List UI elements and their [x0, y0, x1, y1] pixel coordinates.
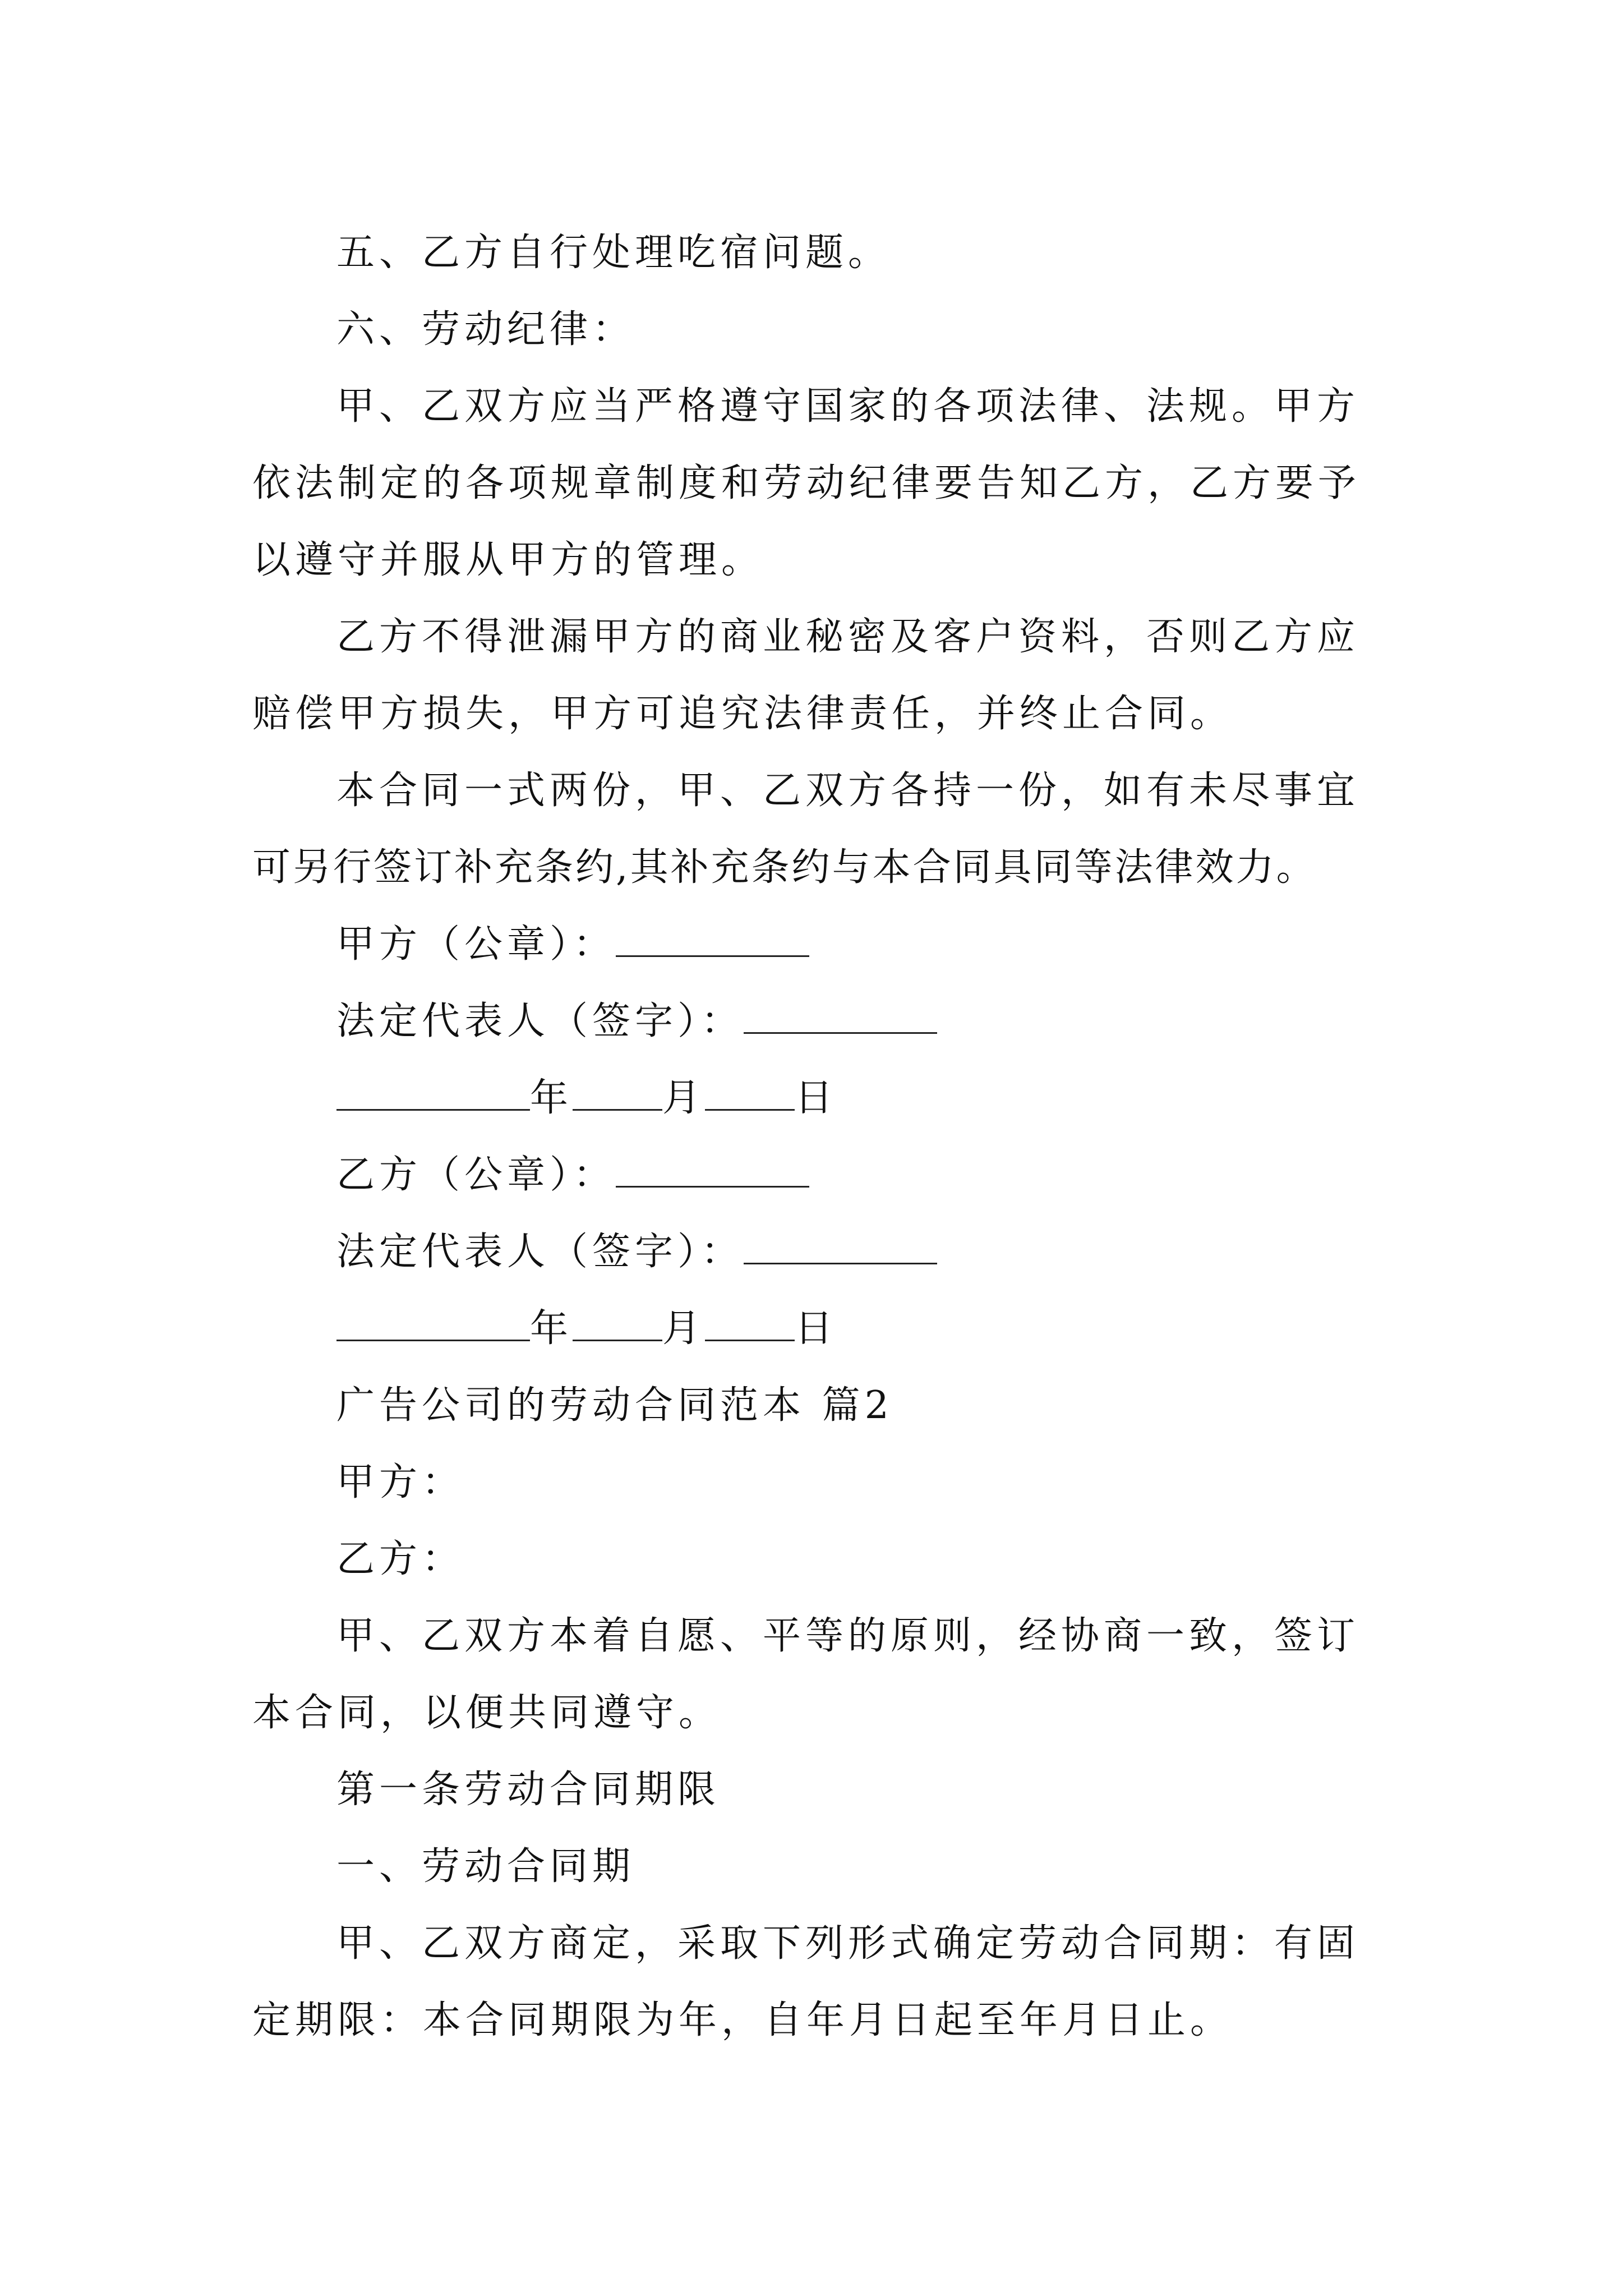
party-a-rep-blank[interactable]: [744, 1000, 937, 1034]
paragraph-line: 可另行签订补充条约,其补充条约与本合同具同等法律效力。: [252, 845, 1317, 890]
day-blank[interactable]: [705, 1307, 795, 1341]
year-blank[interactable]: [336, 1076, 530, 1111]
paragraph-copies: [252, 752, 1402, 906]
document-body: [252, 214, 1402, 2059]
party-a-seal-line: [252, 906, 1402, 983]
year-label: 年: [530, 1306, 573, 1351]
article-heading-text: 第一条劳动合同期限: [336, 1768, 721, 1812]
day-label: 日: [795, 1076, 838, 1120]
paragraph-text: 五、乙方自行处理吃宿问题。: [336, 231, 891, 275]
paragraph-line: 以遵守并服从甲方的管理。: [252, 538, 764, 582]
item-heading: [252, 1828, 1402, 1905]
paragraph-intro: [252, 1598, 1402, 1751]
party-a-seal-label: 甲方（公章）：: [336, 922, 616, 967]
paragraph-line: 甲、乙双方本着自愿、平等的原则，经协商一致，签订: [336, 1614, 1360, 1658]
paragraph-line: 本合同一式两份，甲、乙双方各持一份，如有未尽事宜: [336, 769, 1360, 813]
month-label: 月: [662, 1306, 706, 1351]
month-blank[interactable]: [573, 1076, 662, 1111]
party-a-label-line: [252, 1444, 1402, 1521]
day-label: 日: [795, 1306, 838, 1351]
item-heading-text: 一、劳动合同期: [336, 1844, 635, 1889]
paragraph-line: 甲、乙双方应当严格遵守国家的各项法律、法规。甲方: [336, 384, 1360, 429]
paragraph-line: 赔偿甲方损失，甲方可追究法律责任，并终止合同。: [252, 692, 1233, 736]
party-b-seal-label: 乙方（公章）：: [336, 1153, 616, 1197]
paragraph-labor-discipline-heading: [252, 291, 1402, 368]
party-b-seal-line: [252, 1137, 1402, 1213]
party-b-label-line: [252, 1521, 1402, 1598]
paragraph-line: 定期限：本合同期限为年，自年月日起至年月日止。: [252, 1998, 1233, 2042]
section-title-text: 广告公司的劳动合同范本 篇2: [336, 1383, 893, 1428]
paragraph-contract-term: [252, 1905, 1402, 2059]
year-label: 年: [530, 1076, 573, 1120]
paragraph-food-lodging: [252, 214, 1402, 291]
section-title: [252, 1367, 1402, 1444]
paragraph-confidentiality: [252, 599, 1402, 752]
party-b-rep-line: [252, 1213, 1402, 1290]
paragraph-laws-compliance: [252, 368, 1402, 599]
year-blank[interactable]: [336, 1307, 530, 1341]
month-label: 月: [662, 1076, 706, 1120]
party-a-date-line: [252, 1060, 1402, 1137]
paragraph-line: 甲、乙双方商定，采取下列形式确定劳动合同期：有固: [336, 1921, 1360, 1966]
party-a-label: 甲方：: [336, 1460, 465, 1504]
day-blank[interactable]: [705, 1076, 795, 1111]
paragraph-line: 乙方不得泄漏甲方的商业秘密及客户资料，否则乙方应: [336, 615, 1360, 659]
paragraph-text: 六、劳动纪律：: [336, 307, 635, 352]
party-b-date-line: [252, 1290, 1402, 1367]
paragraph-line: 依法制定的各项规章制度和劳动纪律要告知乙方，乙方要予: [252, 461, 1361, 505]
paragraph-line: 本合同，以便共同遵守。: [252, 1691, 722, 1735]
party-b-rep-blank[interactable]: [744, 1230, 937, 1264]
party-a-seal-blank[interactable]: [616, 923, 809, 957]
party-a-rep-label: 法定代表人（签字）：: [336, 999, 744, 1043]
party-b-seal-blank[interactable]: [616, 1153, 809, 1188]
party-a-rep-line: [252, 983, 1402, 1060]
month-blank[interactable]: [573, 1307, 662, 1341]
article-heading: [252, 1751, 1402, 1828]
party-b-rep-label: 法定代表人（签字）：: [336, 1230, 744, 1274]
party-b-label: 乙方：: [336, 1537, 465, 1581]
